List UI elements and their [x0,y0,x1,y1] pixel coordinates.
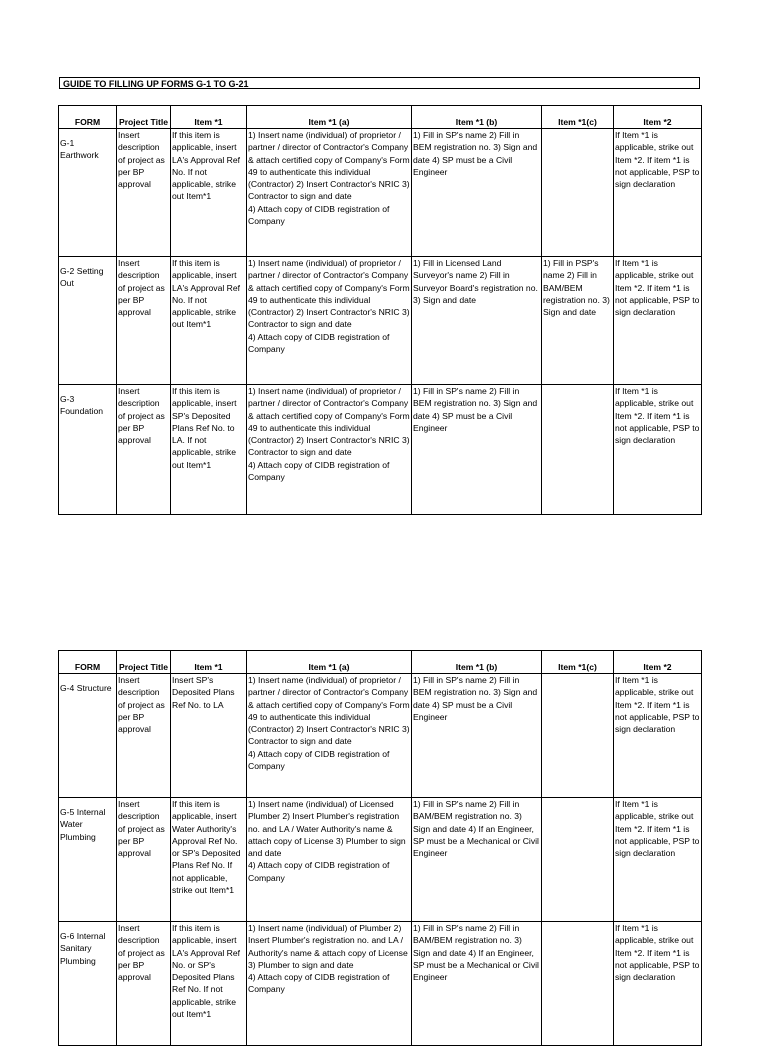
table-row [59,674,702,798]
guide-title: GUIDE TO FILLING UP FORMS G-1 TO G-21 [59,77,700,89]
table-row [59,922,702,1046]
table-row [59,798,702,922]
item1b-cell: 1) Fill in SP's name 2) Fill in BAM/BEM registration no. 3) Sign and date 4) If an Engineer, SP must be a Mechanical or Civil Engineer [412,922,542,1046]
item1c-cell [542,798,614,922]
header-row [59,651,702,674]
item1a-cell [247,674,412,798]
item1b-cell: 1) Fill in SP's name 2) Fill in BEM registration no. 3) Sign and date 4) SP must be a Civil Engineer [412,385,542,515]
header-form: FORM [59,651,117,674]
item2-cell: If Item *1 is applicable, strike out Item *2. If item *1 is not applicable, PSP to sign declaration [614,129,702,257]
item1a-main-text: 1) Insert name (individual) of proprietor / partner / director of Contractor's Company & attach certified copy of Company's Form 49 to authenticate this individual (Contractor) 2) Insert Contractor's NRIC 3) Contractor to sign and date [248,130,410,202]
item1b-cell: 1) Fill in Licensed Land Surveyor's name 2) Fill in Surveyor Board's registration no. 3) Sign and date [412,257,542,385]
project-title-cell: Insert description of project as per BP approval [117,922,171,1046]
item1a-cidb-text: 4) Attach copy of CIDB registration of Company [248,972,390,995]
project-title-cell: Insert description of project as per BP approval [117,129,171,257]
header-item1a: Item *1 (a) [247,651,412,674]
forms-table-1 [58,105,702,515]
item1a-cidb-text: 4) Attach copy of CIDB registration of Company [248,331,390,355]
item1a-main-text: 1) Insert name (individual) of Plumber 2) Insert Plumber's registration no. and LA / Authority's name & attach copy of License 3) Plumber to sign and date [248,923,408,970]
project-title-cell: Insert description of project as per BP approval [117,798,171,922]
item1a-cell [247,385,412,515]
header-item1: Item *1 [171,651,247,674]
item1a-cell [247,922,412,1046]
table-row [59,129,702,257]
item1b-cell: 1) Fill in SP's name 2) Fill in BAM/BEM registration no. 3) Sign and date 4) If an Engineer, SP must be a Mechanical or Civil Engineer [412,798,542,922]
forms-table-2 [58,650,702,1046]
form-name: G-4 Structure [59,674,117,798]
header-item1a: Item *1 (a) [247,106,412,129]
header-row [59,106,702,129]
item2-cell: If Item *1 is applicable, strike out Item *2. If item *1 is not applicable, PSP to sign declaration [614,257,702,385]
item1a-main-text: 1) Insert name (individual) of proprietor / partner / director of Contractor's Company & attach certified copy of Company's Form 49 to authenticate this individual (Contractor) 2) Insert Contractor's NRIC 3) Contractor to sign and date [248,675,410,747]
item2-cell: If Item *1 is applicable, strike out Item *2. If item *1 is not applicable, PSP to sign declaration [614,798,702,922]
header-form: FORM [59,106,117,129]
header-item2: Item *2 [614,106,702,129]
item1b-cell: 1) Fill in SP's name 2) Fill in BEM registration no. 3) Sign and date 4) SP must be a Civil Engineer [412,129,542,257]
header-item1b: Item *1 (b) [412,106,542,129]
header-project-title: Project Title [117,651,171,674]
header-item1b: Item *1 (b) [412,651,542,674]
table-row [59,257,702,385]
item1a-cell [247,129,412,257]
header-project-title: Project Title [117,106,171,129]
item1a-cidb-text: 4) Attach copy of CIDB registration of Company [248,459,390,483]
header-item2: Item *2 [614,651,702,674]
item1c-cell [542,922,614,1046]
form-name: G-1 Earthwork [59,129,117,257]
header-item1: Item *1 [171,106,247,129]
form-name: G-6 Internal Sanitary Plumbing [59,922,117,1046]
item1-cell: If this item is applicable, insert LA's Approval Ref No. If not applicable, strike out Item*1 [171,129,247,257]
form-name: G-2 Setting Out [59,257,117,385]
item1c-cell [542,129,614,257]
item1a-cidb-text: 4) Attach copy of CIDB registration of Company [248,203,390,227]
item2-cell: If Item *1 is applicable, strike out Item *2. If item *1 is not applicable, PSP to sign declaration [614,922,702,1046]
item1-cell: If this item is applicable, insert LA's Approval Ref No. If not applicable, strike out Item*1 [171,257,247,385]
project-title-cell: Insert description of project as per BP approval [117,674,171,798]
item1b-cell: 1) Fill in SP's name 2) Fill in BEM registration no. 3) Sign and date 4) SP must be a Civil Engineer [412,674,542,798]
item1-cell: Insert SP's Deposited Plans Ref No. to LA [171,674,247,798]
form-name: G-5 Internal Water Plumbing [59,798,117,922]
item1a-cell [247,798,412,922]
header-item1c: Item *1(c) [542,106,614,129]
item2-cell: If Item *1 is applicable, strike out Item *2. If item *1 is not applicable, PSP to sign declaration [614,385,702,515]
table-row [59,385,702,515]
item1-cell: If this item is applicable, insert LA's Approval Ref No. or SP's Deposited Plans Ref No. If not applicable, strike out Item*1 [171,922,247,1046]
item1-cell: If this item is applicable, insert Water Authority's Approval Ref No. or SP's Deposited Plans Ref No. If not applicable, strike out Item*1 [171,798,247,922]
item1a-main-text: 1) Insert name (individual) of proprietor / partner / director of Contractor's Company & attach certified copy of Company's Form 49 to authenticate this individual (Contractor) 2) Insert Contractor's NRIC 3) Contractor to sign and date [248,258,410,330]
project-title-cell: Insert description of project as per BP approval [117,385,171,515]
item1-cell: If this item is applicable, insert SP's Deposited Plans Ref No. to LA. If not applicable, strike out Item*1 [171,385,247,515]
header-item1c: Item *1(c) [542,651,614,674]
item1a-main-text: 1) Insert name (individual) of Licensed Plumber 2) Insert Plumber's registration no. and LA / Water Authority's name & attach copy of License 3) Plumber to sign and date [248,799,406,859]
item1a-cell [247,257,412,385]
item1c-cell [542,385,614,515]
item1c-cell [542,674,614,798]
item1c-cell: 1) Fill in PSP's name 2) Fill in BAM/BEM registration no. 3) Sign and date [542,257,614,385]
item1a-cidb-text: 4) Attach copy of CIDB registration of Company [248,860,390,883]
item1a-cidb-text: 4) Attach copy of CIDB registration of Company [248,748,390,772]
project-title-cell: Insert description of project as per BP approval [117,257,171,385]
form-name: G-3 Foundation [59,385,117,515]
item2-cell: If Item *1 is applicable, strike out Item *2. If item *1 is not applicable, PSP to sign declaration [614,674,702,798]
item1a-main-text: 1) Insert name (individual) of proprietor / partner / director of Contractor's Company & attach certified copy of Company's Form 49 to authenticate this individual (Contractor) 2) Insert Contractor's NRIC 3) Contractor to sign and date [248,386,410,458]
